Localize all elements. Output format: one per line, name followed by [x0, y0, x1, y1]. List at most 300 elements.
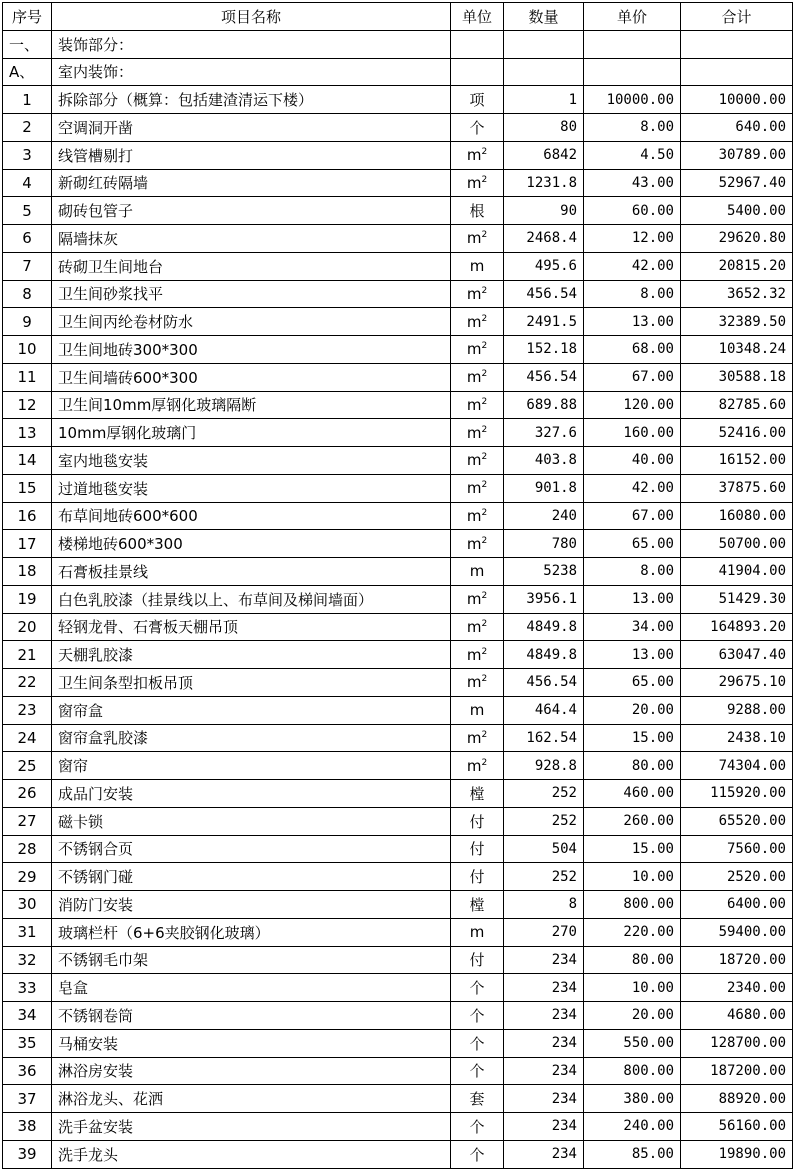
row-total: 19890.00: [681, 1140, 793, 1168]
row-unit: [451, 169, 504, 197]
row-unit: [451, 1085, 504, 1113]
unit-superscript: 2: [481, 313, 488, 324]
row-unit: [451, 419, 504, 447]
row-total: 187200.00: [681, 1057, 793, 1085]
row-unit: [451, 1002, 504, 1030]
row-name: 皂盒: [52, 974, 451, 1002]
row-unit: [451, 669, 504, 697]
row-total: 2438.10: [681, 724, 793, 752]
row-price: 15.00: [584, 724, 681, 752]
unit-text: 个: [469, 1117, 485, 1136]
unit-text: 付: [469, 868, 485, 887]
row-no: 25: [3, 752, 52, 780]
row-total: 7560.00: [681, 835, 793, 863]
row-price: 4.50: [584, 141, 681, 169]
row-total: 52416.00: [681, 419, 793, 447]
row-unit: [451, 1057, 504, 1085]
row-qty: 234: [504, 1140, 584, 1168]
table-row: [3, 891, 793, 919]
row-total: 41904.00: [681, 558, 793, 586]
row-price: 67.00: [584, 502, 681, 530]
row-total: 10348.24: [681, 336, 793, 364]
quote-table: [2, 2, 793, 1169]
row-no: 3: [3, 141, 52, 169]
row-no: 35: [3, 1029, 52, 1057]
table-row: [3, 336, 793, 364]
row-total: 128700.00: [681, 1029, 793, 1057]
row-qty: 495.6: [504, 252, 584, 280]
table-row: [3, 86, 793, 114]
unit-text: m: [466, 506, 482, 525]
row-qty: 4849.8: [504, 641, 584, 669]
header-unit: 单位: [451, 3, 504, 31]
row-unit: [451, 252, 504, 280]
section-title: 装饰部分：: [52, 30, 451, 58]
table-row: [3, 1057, 793, 1085]
row-price: 260.00: [584, 807, 681, 835]
row-qty: 327.6: [504, 419, 584, 447]
row-no: 18: [3, 558, 52, 586]
row-price: 220.00: [584, 918, 681, 946]
unit-text: m: [466, 368, 482, 387]
row-qty: 252: [504, 780, 584, 808]
table-row: [3, 641, 793, 669]
header-name: 项目名称: [52, 3, 451, 31]
unit-text: m: [466, 312, 482, 331]
header-no: 序号: [3, 3, 52, 31]
unit-text: m: [469, 923, 485, 942]
unit-superscript: 2: [481, 396, 488, 407]
row-total: 9288.00: [681, 696, 793, 724]
row-total: 164893.20: [681, 613, 793, 641]
row-qty: 2491.5: [504, 308, 584, 336]
row-name: 窗帘: [52, 752, 451, 780]
table-row: [3, 197, 793, 225]
header-row: [3, 3, 793, 31]
row-price: 34.00: [584, 613, 681, 641]
row-unit: [451, 225, 504, 253]
row-no: 10: [3, 336, 52, 364]
row-no: 37: [3, 1085, 52, 1113]
unit-superscript: 2: [481, 757, 488, 768]
row-price: 40.00: [584, 447, 681, 475]
row-no: 24: [3, 724, 52, 752]
row-qty: 234: [504, 1113, 584, 1141]
row-unit: [451, 141, 504, 169]
unit-superscript: 2: [481, 285, 488, 296]
table-row: [3, 724, 793, 752]
unit-text: m: [466, 728, 482, 747]
table-row: [3, 308, 793, 336]
row-total: 115920.00: [681, 780, 793, 808]
row-price: 240.00: [584, 1113, 681, 1141]
row-qty: 456.54: [504, 363, 584, 391]
unit-text: m: [466, 423, 482, 442]
row-name: 洗手龙头: [52, 1140, 451, 1168]
table-row: [3, 141, 793, 169]
row-unit: [451, 280, 504, 308]
row-price: 85.00: [584, 1140, 681, 1168]
table-row: [3, 558, 793, 586]
row-no: 5: [3, 197, 52, 225]
unit-text: 付: [469, 812, 485, 831]
row-name: 石膏板挂景线: [52, 558, 451, 586]
row-qty: 1: [504, 86, 584, 114]
row-no: 1: [3, 86, 52, 114]
table-row: [3, 669, 793, 697]
row-qty: 780: [504, 530, 584, 558]
row-unit: [451, 585, 504, 613]
row-qty: 234: [504, 946, 584, 974]
unit-text: m: [469, 257, 485, 276]
row-price: 380.00: [584, 1085, 681, 1113]
unit-text: m: [466, 340, 482, 359]
row-name: 消防门安装: [52, 891, 451, 919]
row-unit: [451, 891, 504, 919]
unit-text: m: [466, 395, 482, 414]
unit-text: 个: [469, 118, 485, 137]
unit-text: 樘: [469, 895, 485, 914]
row-name: 窗帘盒乳胶漆: [52, 724, 451, 752]
unit-text: m: [466, 284, 482, 303]
unit-superscript: 2: [481, 646, 488, 657]
row-qty: 5238: [504, 558, 584, 586]
row-qty: 456.54: [504, 669, 584, 697]
row-qty: 234: [504, 1057, 584, 1085]
row-qty: 234: [504, 1085, 584, 1113]
row-price: 65.00: [584, 530, 681, 558]
unit-text: 个: [469, 1145, 485, 1164]
header-total: 合计: [681, 3, 793, 31]
row-qty: 240: [504, 502, 584, 530]
row-name: 卫生间砂浆找平: [52, 280, 451, 308]
row-total: 37875.60: [681, 474, 793, 502]
unit-text: 付: [469, 840, 485, 859]
row-unit: [451, 1113, 504, 1141]
row-qty: 234: [504, 974, 584, 1002]
table-row: [3, 1085, 793, 1113]
row-price: 60.00: [584, 197, 681, 225]
row-unit: [451, 835, 504, 863]
row-price: 160.00: [584, 419, 681, 447]
row-name: 卫生间墙砖600*300: [52, 363, 451, 391]
row-no: 33: [3, 974, 52, 1002]
row-qty: 456.54: [504, 280, 584, 308]
unit-superscript: 2: [481, 452, 488, 463]
row-no: 21: [3, 641, 52, 669]
table-row: [3, 807, 793, 835]
row-unit: [451, 1140, 504, 1168]
row-name: 洗手盆安装: [52, 1113, 451, 1141]
unit-text: 个: [469, 979, 485, 998]
table-row: [3, 363, 793, 391]
row-price: 80.00: [584, 946, 681, 974]
unit-text: 个: [469, 1006, 485, 1025]
row-no: 32: [3, 946, 52, 974]
table-row: [3, 114, 793, 142]
row-no: 38: [3, 1113, 52, 1141]
table-row: [3, 696, 793, 724]
unit-text: 项: [469, 91, 485, 110]
row-qty: 162.54: [504, 724, 584, 752]
row-name: 不锈钢卷筒: [52, 1002, 451, 1030]
row-price: 10.00: [584, 863, 681, 891]
table-row: [3, 1029, 793, 1057]
unit-text: m: [466, 146, 482, 165]
row-total: 82785.60: [681, 391, 793, 419]
row-no: 28: [3, 835, 52, 863]
table-row: [3, 280, 793, 308]
row-name: 空调洞开凿: [52, 114, 451, 142]
row-total: 4680.00: [681, 1002, 793, 1030]
row-name: 卫生间10mm厚钢化玻璃隔断: [52, 391, 451, 419]
row-no: 23: [3, 696, 52, 724]
row-total: 30789.00: [681, 141, 793, 169]
row-name: 新砌红砖隔墙: [52, 169, 451, 197]
row-no: 30: [3, 891, 52, 919]
row-qty: 252: [504, 807, 584, 835]
row-unit: [451, 752, 504, 780]
row-total: 52967.40: [681, 169, 793, 197]
unit-text: m: [469, 701, 485, 720]
header-price: 单价: [584, 3, 681, 31]
row-unit: [451, 114, 504, 142]
row-qty: 1231.8: [504, 169, 584, 197]
row-no: 8: [3, 280, 52, 308]
row-no: 29: [3, 863, 52, 891]
unit-superscript: 2: [481, 147, 488, 158]
table-row: [3, 252, 793, 280]
row-price: 800.00: [584, 891, 681, 919]
row-no: 15: [3, 474, 52, 502]
table-row: [3, 474, 793, 502]
row-name: 10mm厚钢化玻璃门: [52, 419, 451, 447]
row-price: 20.00: [584, 1002, 681, 1030]
row-price: 42.00: [584, 252, 681, 280]
row-no: 12: [3, 391, 52, 419]
row-price: 8.00: [584, 558, 681, 586]
row-unit: [451, 974, 504, 1002]
unit-text: m: [466, 173, 482, 192]
row-name: 马桶安装: [52, 1029, 451, 1057]
row-name: 布草间地砖600*600: [52, 502, 451, 530]
row-no: 2: [3, 114, 52, 142]
unit-superscript: 2: [481, 535, 488, 546]
unit-text: 套: [469, 1090, 485, 1109]
row-price: 67.00: [584, 363, 681, 391]
row-qty: 4849.8: [504, 613, 584, 641]
row-name: 不锈钢合页: [52, 835, 451, 863]
row-unit: [451, 86, 504, 114]
row-no: 7: [3, 252, 52, 280]
row-total: 640.00: [681, 114, 793, 142]
row-name: 砌砖包管子: [52, 197, 451, 225]
row-price: 10.00: [584, 974, 681, 1002]
unit-superscript: 2: [481, 369, 488, 380]
row-name: 卫生间丙纶卷材防水: [52, 308, 451, 336]
unit-superscript: 2: [481, 480, 488, 491]
row-total: 51429.30: [681, 585, 793, 613]
row-qty: 234: [504, 1002, 584, 1030]
row-price: 13.00: [584, 585, 681, 613]
row-total: 2340.00: [681, 974, 793, 1002]
row-total: 50700.00: [681, 530, 793, 558]
row-unit: [451, 502, 504, 530]
row-qty: 8: [504, 891, 584, 919]
row-unit: [451, 918, 504, 946]
unit-text: m: [466, 451, 482, 470]
table-row: [3, 835, 793, 863]
row-total: 59400.00: [681, 918, 793, 946]
row-unit: [451, 1029, 504, 1057]
unit-text: 个: [469, 1062, 485, 1081]
row-total: 56160.00: [681, 1113, 793, 1141]
unit-superscript: 2: [481, 424, 488, 435]
unit-text: 付: [469, 951, 485, 970]
row-name: 玻璃栏杆（6+6夹胶钢化玻璃）: [52, 918, 451, 946]
row-unit: [451, 724, 504, 752]
row-no: 27: [3, 807, 52, 835]
row-unit: [451, 946, 504, 974]
row-name: 室内地毯安装: [52, 447, 451, 475]
row-price: 13.00: [584, 308, 681, 336]
table-row: [3, 225, 793, 253]
row-total: 63047.40: [681, 641, 793, 669]
row-unit: [451, 363, 504, 391]
row-name: 卫生间条型扣板吊顶: [52, 669, 451, 697]
row-unit: [451, 558, 504, 586]
row-price: 10000.00: [584, 86, 681, 114]
row-price: 20.00: [584, 696, 681, 724]
row-price: 800.00: [584, 1057, 681, 1085]
unit-text: m: [466, 534, 482, 553]
unit-superscript: 2: [481, 341, 488, 352]
subsection-title: 室内装饰：: [52, 58, 451, 86]
row-unit: [451, 336, 504, 364]
row-name: 拆除部分（概算：包括建渣清运下楼）: [52, 86, 451, 114]
unit-text: m: [466, 590, 482, 609]
section-row: [3, 30, 793, 58]
subsection-row: [3, 58, 793, 86]
row-price: 8.00: [584, 280, 681, 308]
row-no: 11: [3, 363, 52, 391]
table-row: [3, 1140, 793, 1168]
row-qty: 152.18: [504, 336, 584, 364]
row-qty: 504: [504, 835, 584, 863]
row-total: 88920.00: [681, 1085, 793, 1113]
table-row: [3, 752, 793, 780]
row-total: 2520.00: [681, 863, 793, 891]
row-qty: 252: [504, 863, 584, 891]
row-price: 550.00: [584, 1029, 681, 1057]
row-name: 隔墙抹灰: [52, 225, 451, 253]
unit-superscript: 2: [481, 729, 488, 740]
table-row: [3, 419, 793, 447]
row-name: 白色乳胶漆（挂景线以上、布草间及梯间墙面）: [52, 585, 451, 613]
row-no: 22: [3, 669, 52, 697]
subsection-no: A、: [3, 58, 52, 86]
row-name: 不锈钢毛巾架: [52, 946, 451, 974]
row-price: 460.00: [584, 780, 681, 808]
row-total: 30588.18: [681, 363, 793, 391]
row-price: 65.00: [584, 669, 681, 697]
row-price: 15.00: [584, 835, 681, 863]
row-total: 16080.00: [681, 502, 793, 530]
row-unit: [451, 641, 504, 669]
row-no: 19: [3, 585, 52, 613]
row-total: 16152.00: [681, 447, 793, 475]
row-name: 淋浴房安装: [52, 1057, 451, 1085]
row-unit: [451, 308, 504, 336]
row-name: 天棚乳胶漆: [52, 641, 451, 669]
unit-text: m: [466, 229, 482, 248]
header-qty: 数量: [504, 3, 584, 31]
row-no: 36: [3, 1057, 52, 1085]
row-name: 卫生间地砖300*300: [52, 336, 451, 364]
table-row: [3, 585, 793, 613]
table-row: [3, 863, 793, 891]
row-total: 5400.00: [681, 197, 793, 225]
row-total: 74304.00: [681, 752, 793, 780]
unit-text: m: [466, 617, 482, 636]
unit-superscript: 2: [481, 230, 488, 241]
table-row: [3, 391, 793, 419]
table-row: [3, 613, 793, 641]
table-row: [3, 530, 793, 558]
row-qty: 80: [504, 114, 584, 142]
table-body: [3, 30, 793, 1168]
row-price: 8.00: [584, 114, 681, 142]
row-name: 砖砌卫生间地台: [52, 252, 451, 280]
row-name: 窗帘盒: [52, 696, 451, 724]
unit-text: 樘: [469, 784, 485, 803]
row-qty: 90: [504, 197, 584, 225]
row-total: 10000.00: [681, 86, 793, 114]
row-unit: [451, 613, 504, 641]
row-price: 12.00: [584, 225, 681, 253]
unit-text: m: [469, 562, 485, 581]
unit-superscript: 2: [481, 618, 488, 629]
row-no: 16: [3, 502, 52, 530]
table-row: [3, 918, 793, 946]
unit-text: m: [466, 673, 482, 692]
row-qty: 928.8: [504, 752, 584, 780]
row-no: 26: [3, 780, 52, 808]
row-unit: [451, 474, 504, 502]
row-total: 29620.80: [681, 225, 793, 253]
unit-text: m: [466, 645, 482, 664]
row-no: 13: [3, 419, 52, 447]
unit-superscript: 2: [481, 591, 488, 602]
table-row: [3, 780, 793, 808]
section-no: 一、: [3, 30, 52, 58]
row-name: 过道地毯安装: [52, 474, 451, 502]
table-row: [3, 1002, 793, 1030]
unit-superscript: 2: [481, 507, 488, 518]
row-price: 13.00: [584, 641, 681, 669]
row-total: 65520.00: [681, 807, 793, 835]
unit-text: m: [466, 756, 482, 775]
row-qty: 270: [504, 918, 584, 946]
row-price: 80.00: [584, 752, 681, 780]
row-price: 68.00: [584, 336, 681, 364]
row-total: 20815.20: [681, 252, 793, 280]
row-no: 9: [3, 308, 52, 336]
table-row: [3, 169, 793, 197]
row-unit: [451, 863, 504, 891]
table-row: [3, 946, 793, 974]
row-no: 20: [3, 613, 52, 641]
